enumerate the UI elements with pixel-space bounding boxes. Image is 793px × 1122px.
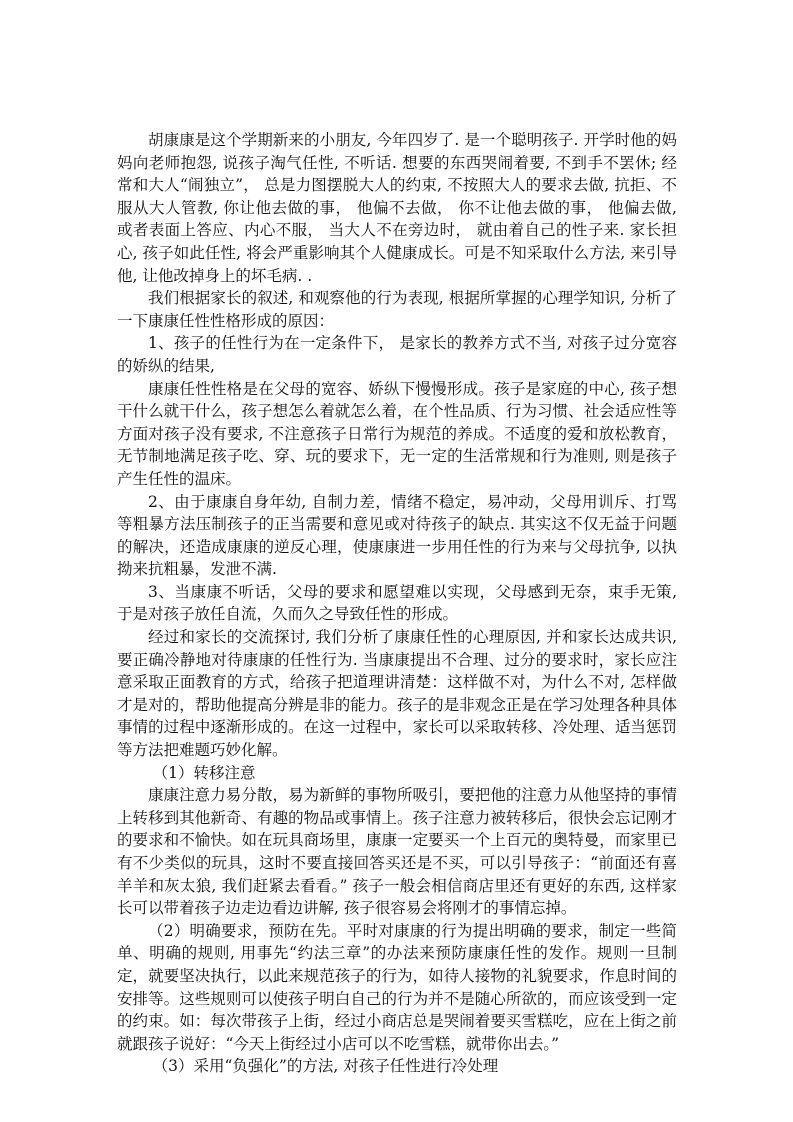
paragraph-intro: 胡康康是这个学期新来的小朋友, 今年四岁了. 是一个聪明孩子. 开学时他的妈妈向老师抱怨, 说孩子淘气任性, 不听话. 想要的东西哭闹着要, 不到手不罢休; 经常和大人“闹独立”， 总是力图摆脱大人的约束, 不按照大人的要求去做, 抗拒、不服从大人管教, 你让他去做的事， 他偏不去做， 你不让他去做的事， 他偏去做, 或者表面上答应、内心不服， 当大人不在旁边时， 就由着自己的性子来. 家长担心, 孩子如此任性, 将会严重影响其个人健康成长。可是不知采取什么方法, 来引导他, 让他改掉身上的坏毛病. .: [117, 131, 677, 285]
paragraph-clear-requirements: （2）明确要求，预防在先。平时对康康的行为提出明确的要求，制定一些简单、明确的规则, 用事先“约法三章”的办法来预防康康任性的发作。规则一旦制定，就要坚决执行，以此来规范孩子的行为，如待人接物的礼貌要求，作息时间的安排等。这些规则可以使孩子明白自己的行为并不是随心所欲的，而应该受到一定的约束。如：每次带孩子上街，经过小商店总是哭闹着要买雪糕吃，应在上街之前就跟孩子说好：“今天上街经过小店可以不吃雪糕，就带你出去。”: [117, 921, 677, 1053]
heading-negative-reinforcement: （3）采用“负强化”的方法, 对孩子任性进行冷处理: [152, 1057, 499, 1076]
heading-transfer-attention: （1）转移注意: [152, 763, 256, 782]
paragraph-transfer-attention: 康康注意力易分散，易为新鲜的事物所吸引，要把他的注意力从他坚持的事情上转移到其他新奇、有趣的物品或事情上。孩子注意力被转移后，很快会忘记刚才的要求和不愉快。如在玩具商场里，康康一定要买一个上百元的奥特曼，而家里已有不少类似的玩具，这时不要直接回答买还是不买，可以引导孩子：“前面还有喜羊羊和灰太狼, 我们赶紧去看看。” 孩子一般会相信商店里还有更好的东西, 这样家长可以带着孩子边走边看边讲解, 孩子很容易会将刚才的事情忘掉。: [117, 786, 677, 918]
paragraph-reason-2: 2、由于康康自身年幼, 自制力差，情绪不稳定，易冲动，父母用训斥、打骂等粗暴方法压制孩子的正当需要和意见或对待孩子的缺点. 其实这不仅无益于问题的解决，还造成康康的逆反心理，使康康进一步用任性的行为来与父母抗争, 以执拗来抗粗暴，发泄不满.: [117, 492, 677, 579]
paragraph-reason-1-detail: 康康任性性格是在父母的宽容、娇纵下慢慢形成。孩子是家庭的中心, 孩子想干什么就干什么，孩子想怎么着就怎么着，在个性品质、行为习惯、社会适应性等方面对孩子没有要求, 不注意孩子日常行为规范的养成。不适度的爱和放松教育，无节制地满足孩子吃、穿、玩的要求下，无一定的生活常规和行为准则, 则是孩子产生任性的温床。: [117, 379, 677, 488]
document-body: [117, 129, 677, 1078]
paragraph-reason-3: 3、当康康不听话，父母的要求和愿望难以实现，父母感到无奈，束手无策, 于是对孩子放任自流，久而久之导致任性的形成。: [117, 582, 677, 624]
paragraph-discussion: 经过和家长的交流探讨, 我们分析了康康任性的心理原因, 并和家长达成共识, 要正确冷静地对待康康的任性行为. 当康康提出不合理、过分的要求时，家长应注意采取正面教育的方式，给孩子把道理讲清楚：这样做不对，为什么不对, 怎样做才是对的，帮助他提高分辨是非的能力。孩子的是非观念正是在学习处理各种具体事情的过程中逐渐形成的。在这一过程中，家长可以采取转移、冷处理、适当惩罚等方法把难题巧妙化解。: [117, 628, 677, 760]
paragraph-analysis: 我们根据家长的叙述, 和观察他的行为表现, 根据所掌握的心理学知识, 分析了一下康康任性性格形成的原因：: [117, 289, 677, 330]
paragraph-reason-1: 1、孩子的任性行为在一定条件下， 是家长的教养方式不当, 对孩子过分宽容的娇纵的结果,: [117, 334, 677, 375]
